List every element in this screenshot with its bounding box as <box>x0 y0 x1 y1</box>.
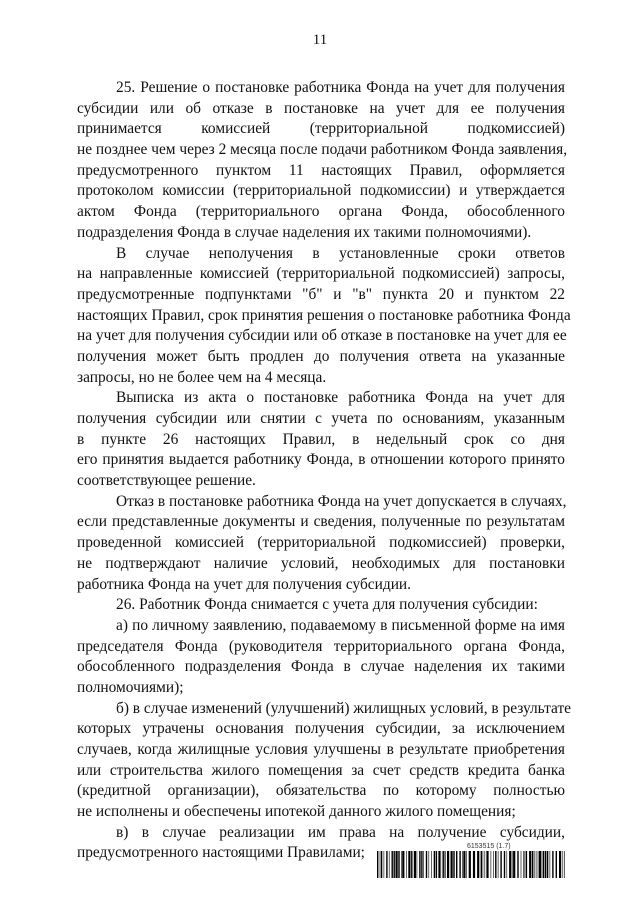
text-line: подразделения Фонда в случае наделения их такими полномочиями). <box>77 223 532 241</box>
text-line: его принятия выдается работнику Фонда, в отношении которого принято <box>77 451 565 469</box>
text-line: не подтверждают наличие условий, необходимых для постановки <box>77 554 565 572</box>
text-line: 26. Работник Фонда снимается с учета для получения субсидии: <box>116 596 538 614</box>
text-line: получения субсидии или снятии с учета по основаниям, указанным <box>77 410 565 427</box>
text-line: предусмотренного настоящими Правилами; <box>77 844 365 862</box>
text-line: субсидии или об отказе в постановке на учет для ее получения <box>77 99 565 117</box>
text-line: 25. Решение о постановке работника Фонда на учет для получения <box>116 79 565 96</box>
paragraph-p25 <box>77 78 568 244</box>
text-line: или строительства жилого помещения за счет средств кредита банка <box>77 761 565 779</box>
paragraph-p26 <box>77 595 565 616</box>
text-line: В случае неполучения в установленные сроки ответов <box>116 244 565 262</box>
text-line: обособленного подразделения Фонда в случае наделения их такими <box>77 658 565 676</box>
text-line: настоящих Правил, срок принятия решения о постановке работника Фонда <box>77 306 571 324</box>
text-line: на учет для получения субсидии или об отказе в постановке на учет для ее <box>77 327 567 345</box>
text-line: которых утрачены основания получения субсидии, за исключением <box>77 720 565 738</box>
text-line: проведенной комиссией (территориальной подкомиссией) проверки, <box>77 534 565 552</box>
text-line: протоколом комиссии (территориальной подкомиссии) и утверждается <box>77 182 565 200</box>
text-line: предусмотренные подпунктами "б" и "в" пункта 20 и пунктом 22 <box>77 285 565 303</box>
text-line: не позднее чем через 2 месяца после подачи работником Фонда заявления, <box>77 141 568 159</box>
paragraph-p26-b <box>77 699 572 823</box>
text-line: получения может быть продлен до получения ответа на указанные <box>77 347 565 365</box>
document-code: 6153515 (1.7) <box>467 843 511 850</box>
text-line: не исполнены и обеспечены ипотекой данного жилого помещения; <box>77 803 516 821</box>
paragraph-p25-extract <box>77 388 565 491</box>
text-line: случаев, когда жилищные условия улучшены в результате приобретения <box>77 741 565 758</box>
paragraph-p25-delay <box>77 244 571 389</box>
text-line: принимается комиссией (территориальной подкомиссией) <box>77 120 565 138</box>
text-line: актом Фонда (территориального органа Фонда, обособленного <box>77 203 565 221</box>
text-line: б) в случае изменений (улучшений) жилищных условий, в результате <box>116 699 572 717</box>
text-line: Отказ в постановке работника Фонда на учет допускается в случаях, <box>116 492 567 510</box>
text-line: Выписка из акта о постановке работника Фонда на учет для <box>116 389 565 407</box>
text-line: если представленные документы и сведения, полученные по результатам <box>77 513 565 531</box>
text-line: (кредитной организации), обязательства по которому полностью <box>77 782 565 800</box>
text-line: а) по личному заявлению, подаваемому в письменной форме на имя <box>116 616 565 634</box>
text-line: предусмотренного пунктом 11 настоящих Правил, оформляется <box>77 161 565 179</box>
text-line: председателя Фонда (руководителя территориального органа Фонда, <box>77 637 565 655</box>
paragraph-p26-a <box>77 616 565 699</box>
text-line: в) в случае реализации им права на получение субсидии, <box>116 823 565 841</box>
text-line: соответствующее решение. <box>77 472 256 490</box>
page-number: 11 <box>312 32 328 48</box>
barcode <box>377 851 567 878</box>
document-body <box>77 78 572 864</box>
text-line: работника Фонда на учет для получения субсидии. <box>77 575 412 593</box>
text-line: на направленные комиссией (территориальной подкомиссией) запросы, <box>77 265 565 283</box>
paragraph-p25-refusal <box>77 492 565 595</box>
text-line: запросы, но не более чем на 4 месяца. <box>77 368 327 386</box>
text-line: полномочиями); <box>77 678 184 696</box>
text-line: в пункте 26 настоящих Правил, в недельный срок со дня <box>77 430 565 448</box>
